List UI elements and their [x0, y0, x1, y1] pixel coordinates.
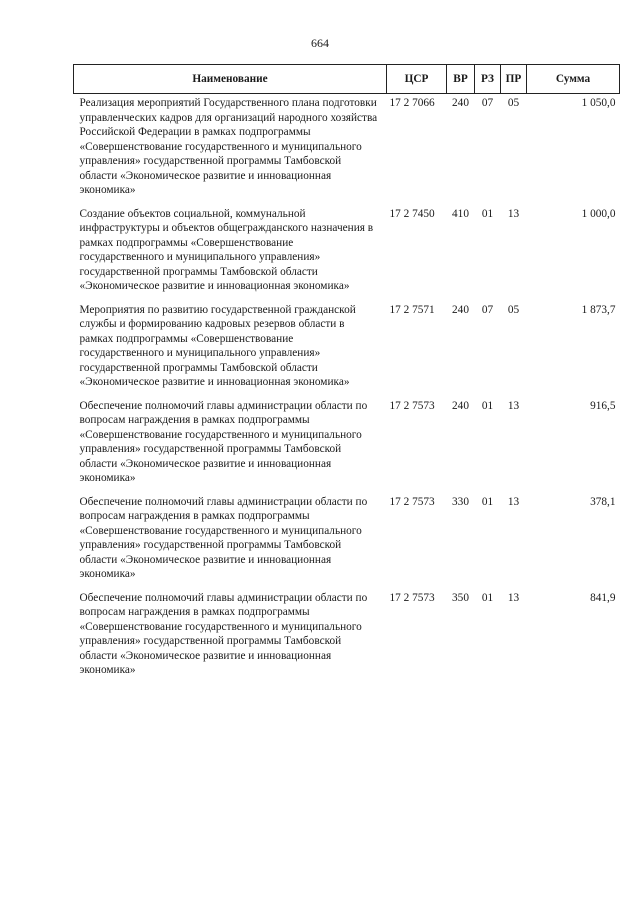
table-header-row [74, 65, 620, 94]
row-vr: 350 [452, 591, 469, 604]
header-csr: ЦСР [387, 65, 447, 94]
table-row [74, 205, 620, 301]
row-name: Обеспечение полномочий главы администрации области по вопросам награждения в рамках подпрограммы «Совершенствование государственного и муниципального управления» государственной программы Тамбовской области «Экономическое развитие и инновационная экономика» [79, 399, 368, 484]
header-vr: ВР [447, 65, 475, 94]
row-name: Обеспечение полномочий главы администрации области по вопросам награждения в рамках подпрограммы «Совершенствование государственного и муниципального управления» государственной программы Тамбовской области «Экономическое развитие и инновационная экономика» [79, 591, 368, 676]
row-vr: 240 [452, 303, 469, 316]
page-number: 664 [311, 36, 329, 50]
row-csr: 17 2 7571 [389, 303, 435, 316]
table-row [74, 301, 620, 397]
row-pr: 05 [507, 97, 520, 109]
row-vr: 240 [452, 97, 469, 109]
row-csr: 17 2 7066 [389, 97, 435, 109]
row-pr: 13 [507, 591, 520, 604]
table-row [74, 589, 620, 685]
row-name: Обеспечение полномочий главы администрации области по вопросам награждения в рамках подпрограммы «Совершенствование государственного и муниципального управления» государственной программы Тамбовской области «Экономическое развитие и инновационная экономика» [79, 495, 368, 580]
row-pr: 13 [507, 207, 520, 220]
row-csr: 17 2 7573 [389, 495, 435, 508]
row-name: Реализация мероприятий Государственного плана подготовки управленческих кадров для организаций народного хозяйства Российской Федерации в рамках подпрограммы «Совершенствование государственного и муниципального управления» государственной программы Тамбовской области «Экономическое развитие и инновационная экономика» [79, 97, 378, 196]
row-sum: 1 050,0 [581, 97, 616, 109]
row-sum: 1 000,0 [581, 207, 616, 220]
row-rz: 01 [481, 207, 494, 220]
row-sum: 1 873,7 [581, 303, 616, 316]
row-rz: 01 [481, 495, 494, 508]
row-rz: 07 [481, 97, 494, 109]
row-sum: 841,9 [590, 591, 616, 604]
row-rz: 07 [481, 303, 494, 316]
row-sum: 378,1 [590, 495, 616, 508]
header-sum: Сумма [527, 65, 620, 94]
table-row [74, 493, 620, 589]
row-csr: 17 2 7573 [389, 399, 435, 412]
row-name: Мероприятия по развитию государственной гражданской службы и формированию кадровых резервов области в рамках подпрограммы «Совершенствование государственного и муниципального управления» государственной программы Тамбовской области «Экономическое развитие и инновационная экономика» [79, 303, 356, 388]
row-rz: 01 [481, 399, 494, 412]
row-rz: 01 [481, 591, 494, 604]
row-vr: 410 [452, 207, 469, 220]
header-rz: РЗ [475, 65, 501, 94]
row-name: Создание объектов социальной, коммунальной инфраструктуры и объектов общегражданского назначения в рамках подпрограммы «Совершенствование государственного и муниципального управления» государственной программы Тамбовской области «Экономическое развитие и инновационная экономика» [79, 207, 374, 292]
row-sum: 916,5 [590, 399, 616, 412]
row-pr: 05 [507, 303, 520, 316]
table-row [74, 397, 620, 493]
row-vr: 240 [452, 399, 469, 412]
row-csr: 17 2 7450 [389, 207, 435, 220]
budget-table [73, 64, 620, 685]
row-csr: 17 2 7573 [389, 591, 435, 604]
header-name: Наименование [74, 65, 387, 94]
row-vr: 330 [452, 495, 469, 508]
row-pr: 13 [507, 399, 520, 412]
header-pr: ПР [501, 65, 527, 94]
table-row [74, 94, 620, 205]
row-pr: 13 [507, 495, 520, 508]
